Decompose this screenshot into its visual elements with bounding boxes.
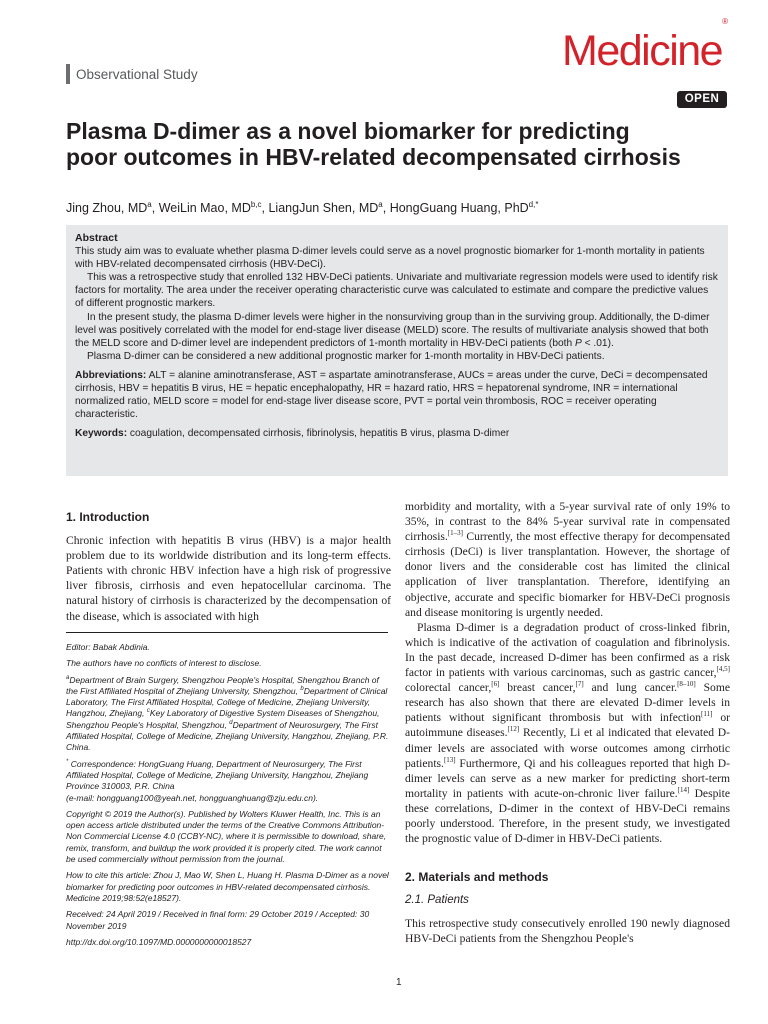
open-access-badge: OPEN xyxy=(677,91,727,108)
methods-heading: 2. Materials and methods xyxy=(405,870,549,885)
abstract-conclusion: Plasma D-dimer can be considered a new additional prognostic marker for 1-month mortality in HBV-DeCi patients. xyxy=(87,350,605,362)
citation-note: How to cite this article: Zhou J, Mao W, Shen L, Huang H. Plasma D-Dimer as a novel biomarker for predicting poor outcomes in HBV-related decompensated cirrhosis. Medicine 2019;98:52(e18527). xyxy=(66,870,389,903)
reference-link[interactable]: [13] xyxy=(443,755,456,764)
keywords-label: Keywords: xyxy=(75,428,128,440)
abbreviations-label: Abbreviations: xyxy=(75,369,147,381)
reference-link[interactable]: [7] xyxy=(575,680,584,689)
abstract-results xyxy=(75,311,719,350)
reference-link[interactable]: [12] xyxy=(507,725,520,734)
reference-link[interactable]: [11] xyxy=(701,710,713,719)
keywords xyxy=(75,427,719,440)
author: LiangJun Shen, MD xyxy=(268,201,379,216)
p-value-text: < .01). xyxy=(581,337,614,349)
journal-logo xyxy=(562,16,728,75)
reference-link[interactable]: [8–10] xyxy=(677,680,696,689)
keywords-text: coagulation, decompensated cirrhosis, fibrinolysis, hepatitis B virus, plasma D-dimer xyxy=(127,428,510,440)
intro-paragraph-2: Plasma D-dimer is a degradation product of cross-linked fibrin, which is indicative of the activation of coagulation and fibrinolysis. In the past decade, increased D-dimer has been confirmed as a risk factor in patients with various carcinomas, such as gastric cancer,[4,5] colorectal cancer,[6] breast cancer,[7] and lung cancer.[8–10] Some research has also shown that there are elevated D-dimer levels in patients without significant thrombosis but with infection[11] or autoimmune diseases.[12] Recently, Li et al indicated that elevated D-dimer levels are associated with worse outcomes among cirrhotic patients.[13] Furthermore, Qi and his colleagues reported that high D-dimer levels can serve as a new marker for predicting short-term mortality in patients with acute-on-chronic liver failure.[14] Despite these correlations, D-dimer in the context of HBV-DeCi remains poorly understood. Therefore, in the present study, we investigated the prognostic value of D-dimer in HBV-DeCi patients. xyxy=(405,620,731,846)
intro-paragraph: Chronic infection with hepatitis B virus (HBV) is a major health problem due to its worldwide distribution and its long-term effects. Patients with chronic HBV infection have a high risk of progressive liver fibrosis, cirrhosis and even hepatocellular carcinoma. The natural history of cirrhosis is characterized by the decompensation of the disease, which is associated with high xyxy=(66,534,391,623)
abstract-box xyxy=(66,225,728,476)
author-list: Jing Zhou, $MD^a$, WeiLin Mao, MD$^{b,c}$, LiangJun Shen, $MD^a$, HongGuang Huang, PhD$^{d,*}$ xyxy=(66,200,539,216)
affiliations-note: $^a$Department of Brain Surgery, Shengzhou People's Hospital, Shengzhou Branch of the First Affiliated Hospital of Zhejiang University, Shengzhou, $^b$Department of Clinical Laboratory, The First Affiliated Hospital, College of Medicine, Zhejiang University, Hangzhou, Zhejiang, $^c$Key Laboratory of Digestive System Diseases of Shengzhou, Shengzhou People's Hospital, Shengzhou, $^d$Department of Neurosurgery, The First Affiliated Hospital, College of Medicine, Zhejiang University, Hangzhou, Zhejiang, P.R. China. xyxy=(66,674,389,753)
doi-link[interactable]: http://dx.doi.org/10.1097/MD.0000000000018527 xyxy=(66,936,252,947)
section-tag xyxy=(66,64,198,84)
section-tag-label: Observational Study xyxy=(76,66,198,82)
reference-link[interactable]: [14] xyxy=(677,785,690,794)
patients-paragraph: This retrospective study consecutively enrolled 190 newly diagnosed HBV-DeCi patients from the Shengzhou People's xyxy=(405,917,730,946)
author-affiliation: d,* xyxy=(528,200,539,209)
right-column xyxy=(405,499,730,947)
abbreviations-text: ALT = alanine aminotransferase, AST = aspartate aminotransferase, AUCs = areas under the curve, DeCi = decompensated cirrhosis, HBV = hepatitis B virus, HE = hepatic encephalopathy, HR = hazard ratio, HRS = hepatorenal syndrome, INR = international normalized ratio, MELD score = model for end-stage liver disease score, PVT = portal vein thrombosis, ROC = receiver operating characteristic. xyxy=(75,369,708,421)
author-affiliation: b,c xyxy=(250,200,262,209)
p-value-symbol: P xyxy=(575,337,582,349)
reference-link[interactable]: [6] xyxy=(491,680,500,689)
author: HongGuang Huang, PhD xyxy=(389,201,529,216)
section-tag-bar xyxy=(66,64,70,84)
author: WeiLin Mao, MD xyxy=(158,201,251,216)
abstract-heading: Abstract xyxy=(75,232,118,244)
author: Jing Zhou, MD xyxy=(66,201,148,216)
page-number: 1 xyxy=(396,977,402,988)
abstract-results-text: In the present study, the plasma D-dimer levels were higher in the nonsurviving group than in the surviving group. Additionally, the D-dimer level was positively correlated with the model for end-stage liver disease (MELD) score. The results of multivariate analysis showed that both the MELD score and D-dimer level are independent predictors of 1-month mortality in HBV-DeCi patients (both xyxy=(75,311,710,349)
author-affiliation: a xyxy=(147,200,152,209)
dates-note: Received: 24 April 2019 / Received in final form: 29 October 2019 / Accepted: 30 November 2019 xyxy=(66,909,370,931)
author-affiliation: a xyxy=(378,200,383,209)
footnotes xyxy=(66,642,391,953)
reference-link[interactable]: [1–3] xyxy=(447,529,463,538)
patients-subheading: 2.1. Patients xyxy=(405,894,469,907)
abstract-methods: This was a retrospective study that enrolled 132 HBV-DeCi patients. Univariate and multivariate regression models were used to identify risk factors for mortality. The area under the receiver operating characteristic curve was calculated to estimate and compare the predictive values of different prognostic markers. xyxy=(75,272,718,310)
trademark: ® xyxy=(722,16,728,26)
reference-link[interactable]: [4,5] xyxy=(716,665,730,674)
left-column xyxy=(66,510,391,624)
correspondence-email: (e-mail: hongguang100@yeah.net, hongguanghuang@zju.edu.cn). xyxy=(66,792,319,803)
intro-paragraph-continued: morbidity and mortality, with a 5-year survival rate of only 19% to 35%, in contrast to the 84% 5-year survival rate in compensated cirrhosis.[1–3] Currently, the most effective therapy for decompensated cirrhosis (DeCi) is liver transplantation. However, the shortage of donor livers and the considerable cost has limited the clinical application of liver transplantation. Therefore, identifying an objective, accurate and specific biomarker for HBV-DeCi prognosis and disease monitoring is urgently needed. xyxy=(405,500,730,619)
conflicts-note: The authors have no conflicts of interest to disclose. xyxy=(66,658,262,669)
intro-heading: 1. Introduction xyxy=(66,510,150,524)
copyright-note: Copyright © 2019 the Author(s). Published by Wolters Kluwer Health, Inc. This is an open access article distributed under the terms of the Creative Commons Attribution-Non Commercial License 4.0 (CCBY-NC), where it is permissible to download, share, remix, transform, and buildup the work provided it is properly cited. The work cannot be used commercially without permission from the journal. xyxy=(66,808,387,865)
correspondence-note: * Correspondence: HongGuang Huang, Department of Neurosurgery, The First Affiliated Hospital, College of Medicine, Zhejiang University, Hangzhou, Zhejiang Province 310003, P.R. China (e-mail: hongguang100@yeah.net, hongguanghuang@zju.edu.cn). xyxy=(66,758,369,803)
editor-note: Editor: Babak Abdinia. xyxy=(66,642,150,652)
journal-name: Medicine xyxy=(562,27,723,75)
footnote-rule xyxy=(66,632,388,633)
abstract-objective: This study aim was to evaluate whether plasma D-dimer levels could serve as a novel prognostic biomarker for 1-month mortality in patients with HBV-related decompensated cirrhosis (HBV-DeCi). xyxy=(75,246,705,271)
article-title: Plasma D-dimer as a novel biomarker for predicting poor outcomes in HBV-related decompensated cirrhosis xyxy=(66,118,681,170)
abbreviations xyxy=(75,369,719,421)
